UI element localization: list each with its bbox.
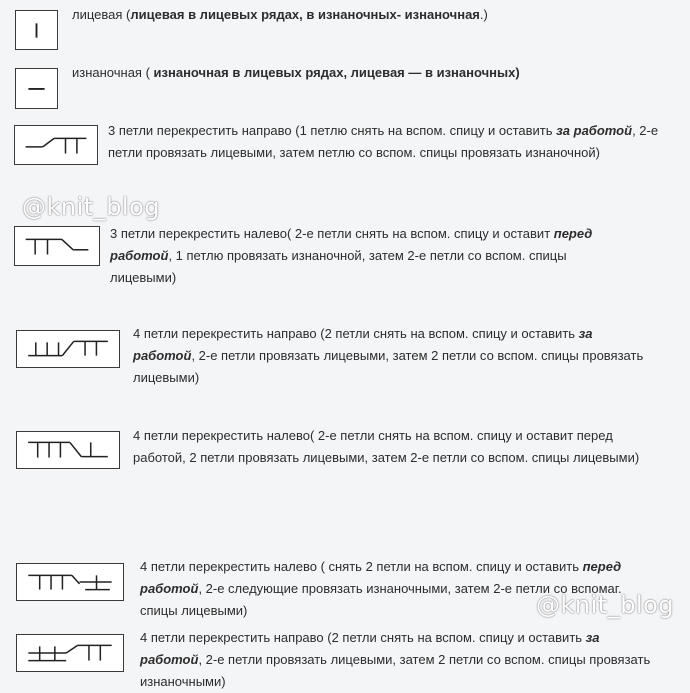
legend-text-run: , 2-е петли провязать лицевыми, затем петлю со вспом. спицы провязать изнаночной) bbox=[108, 123, 659, 160]
legend-text-run: перед работой bbox=[110, 226, 593, 263]
legend-text-run: , 2-е следующие провязать изнаночными, затем 2-е петли со вспомаг. спицы лицевыми) bbox=[140, 581, 622, 618]
legend-text-run: 4 петли перекрестить направо (2 петли снять на вспом. спицу и оставить bbox=[140, 630, 586, 645]
legend-text-run: за работой bbox=[133, 326, 593, 363]
knit-stitch-symbol bbox=[15, 10, 58, 50]
legend-text-run: 4 петли перекрестить налево ( снять 2 петли на вспом. спицу и оставить bbox=[140, 559, 583, 574]
legend-text-purl bbox=[72, 62, 672, 84]
cross-4-right-purl-symbol bbox=[16, 634, 124, 672]
purl-stitch-symbol bbox=[15, 68, 58, 109]
cross-3-left-icon bbox=[15, 227, 99, 265]
legend-text-run: .) bbox=[479, 7, 488, 22]
cross-4-right-symbol bbox=[16, 330, 120, 368]
cross-4-right-icon bbox=[17, 331, 119, 367]
watermark-text: @knit_blog bbox=[536, 591, 675, 619]
knit-stitch-icon bbox=[16, 11, 57, 49]
legend-text-run: лицевая ( bbox=[72, 7, 131, 22]
legend-text-run: 4 петли перекрестить направо (2 петли снять на вспом. спицу и оставить bbox=[133, 326, 579, 341]
cross-3-left-symbol bbox=[14, 226, 100, 266]
legend-text-cross-3-right bbox=[108, 120, 663, 164]
legend-text-run: 3 петли перекрестить налево( 2-е петли снять на вспом. спицу и оставит bbox=[110, 226, 554, 241]
legend-text-run: 3 петли перекрестить направо (1 петлю снять на вспом. спицу и оставить bbox=[108, 123, 557, 138]
legend-text-run: за работой bbox=[140, 630, 600, 667]
legend-text-cross-4-right-purl bbox=[140, 627, 655, 693]
legend-text-run: за работой bbox=[556, 123, 633, 138]
watermark-text: @knit_blog bbox=[22, 193, 161, 221]
cross-4-left-icon bbox=[17, 432, 119, 468]
cross-4-left-purl-symbol bbox=[16, 563, 124, 601]
legend-text-run: перед работой bbox=[140, 559, 622, 596]
cross-4-right-purl-icon bbox=[17, 635, 123, 671]
legend-text-run: , 1 петлю провязать изнаночной, затем 2-е петли со вспом. спицы лицевыми) bbox=[110, 248, 567, 285]
legend-text-cross-4-right bbox=[133, 323, 653, 389]
legend-text-run: , 2-е петли провязать лицевыми, затем 2 петли со вспом. спицы провязать лицевыми) bbox=[133, 348, 644, 385]
purl-stitch-icon bbox=[16, 69, 57, 108]
legend-text-run: , 2-е петли провязать лицевыми, затем 2 петли со вспом. спицы провязать изнаночными) bbox=[140, 652, 651, 689]
cross-4-left-purl-icon bbox=[17, 564, 123, 600]
legend-text-run: изнаночная в лицевых рядах, лицевая — в изнаночных) bbox=[153, 65, 520, 80]
legend-text-run: лицевая в лицевых рядах, в изнаночных- изнаночная bbox=[130, 7, 480, 22]
legend-text-cross-3-left bbox=[110, 223, 635, 289]
legend-text-cross-4-left bbox=[133, 425, 658, 469]
legend-text-knit bbox=[72, 4, 672, 26]
cross-3-right-symbol bbox=[14, 125, 98, 165]
legend-text-run: 4 петли перекрестить налево( 2-е петли снять на вспом. спицу и оставит перед работой, 2 петли провязать лицевыми, затем 2-е петли со вспом. спицы лицевыми) bbox=[133, 428, 640, 465]
legend-text-run: изнаночная ( bbox=[72, 65, 154, 80]
cross-3-right-icon bbox=[15, 126, 97, 164]
cross-4-left-symbol bbox=[16, 431, 120, 469]
